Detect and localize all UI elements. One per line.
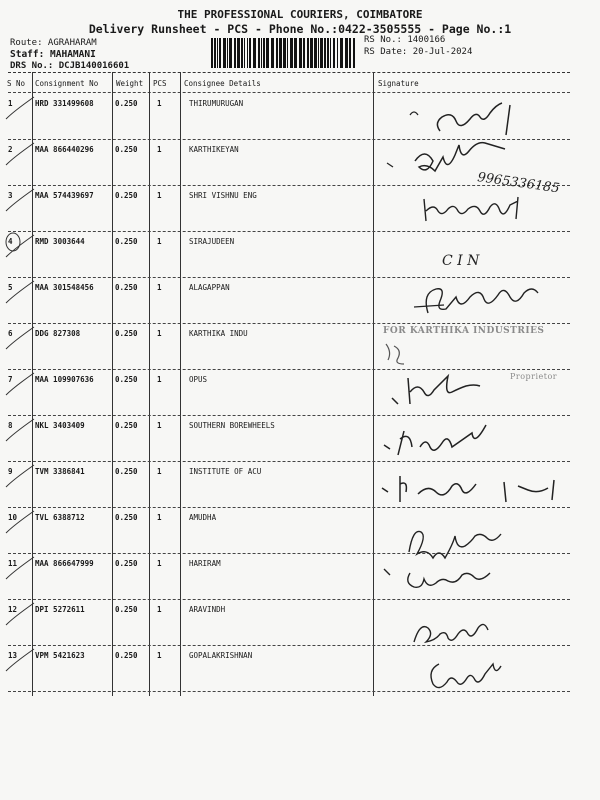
cell-pcs: 1	[157, 329, 162, 338]
cell-consignee: INSTITUTE OF ACU	[189, 467, 262, 476]
cell-sno: 2	[8, 145, 13, 154]
company-stamp-text: FOR KARTHIKA INDUSTRIES	[383, 326, 545, 336]
cell-weight: 0.250	[115, 375, 138, 384]
cell-weight: 0.250	[115, 421, 138, 430]
cell-consignment: DDG 827308	[35, 329, 81, 338]
cell-weight: 0.250	[115, 283, 138, 292]
cell-sno: 13	[8, 651, 18, 660]
col-header-pcs: PCS	[153, 79, 167, 88]
cell-pcs: 1	[157, 237, 162, 246]
cell-sno: 9	[8, 467, 13, 476]
check-mark-icon	[4, 141, 38, 171]
signature-row-3	[420, 195, 530, 225]
cell-pcs: 1	[157, 559, 162, 568]
cell-sno: 10	[8, 513, 18, 522]
cell-sno: 5	[8, 283, 13, 292]
svg-text:C I N: C I N	[442, 253, 480, 269]
header-bottom-line	[8, 92, 570, 93]
row-divider	[8, 231, 570, 232]
cell-pcs: 1	[157, 651, 162, 660]
cell-pcs: 1	[157, 375, 162, 384]
cell-consignee: ALAGAPPAN	[189, 283, 230, 292]
cell-weight: 0.250	[115, 559, 138, 568]
cell-pcs: 1	[157, 513, 162, 522]
col-header-consignee: Consignee Details	[184, 79, 261, 88]
row-divider	[8, 461, 570, 462]
cell-weight: 0.250	[115, 605, 138, 614]
check-mark-icon	[4, 463, 38, 493]
col-header-weight: Weight	[116, 79, 144, 88]
signature-row-2	[385, 143, 585, 197]
cell-pcs: 1	[157, 421, 162, 430]
row-divider	[8, 323, 570, 324]
col-header-signature: Signature	[378, 79, 419, 88]
staff-label: Staff: MAHAMANI	[10, 49, 96, 60]
check-mark-icon	[4, 371, 38, 401]
cell-sno: 4	[8, 237, 13, 246]
col-sep	[149, 72, 150, 696]
cell-sno: 3	[8, 191, 13, 200]
cell-weight: 0.250	[115, 191, 138, 200]
check-mark-icon	[4, 325, 38, 355]
drs-number: DRS No.: DCJB140016601	[10, 61, 130, 71]
signature-row-10	[405, 522, 515, 562]
row-divider	[8, 599, 570, 600]
check-mark-icon	[4, 95, 38, 125]
cell-sno: 7	[8, 375, 13, 384]
cell-consignee: OPUS	[189, 375, 208, 384]
cell-weight: 0.250	[115, 99, 138, 108]
cell-consignment: DPI 5272611	[35, 605, 85, 614]
cell-consignee: SIRAJUDEEN	[189, 237, 235, 246]
cell-sno: 11	[8, 559, 18, 568]
check-mark-icon	[4, 187, 38, 217]
cell-consignment: RMD 3003644	[35, 237, 85, 246]
cell-pcs: 1	[157, 145, 162, 154]
cell-sno: 8	[8, 421, 13, 430]
signature-row-4	[440, 245, 500, 275]
cell-consignment: TVM 3386841	[35, 467, 85, 476]
signature-row-7	[390, 370, 530, 410]
signature-row-11	[380, 563, 520, 593]
header-divider	[8, 72, 570, 73]
cell-consignee: THIRUMURUGAN	[189, 99, 244, 108]
cell-consignee: KARTHIKA INDU	[189, 329, 248, 338]
signature-row-6	[382, 338, 442, 368]
cell-pcs: 1	[157, 467, 162, 476]
proprietor-stamp-text: Proprietor	[510, 372, 558, 381]
col-header-sno: S No	[7, 79, 26, 88]
signature-row-13	[425, 652, 515, 692]
check-mark-icon	[4, 509, 38, 539]
col-sep	[180, 72, 181, 696]
signature-row-1	[400, 95, 540, 145]
signature-row-8	[380, 423, 520, 459]
cell-pcs: 1	[157, 605, 162, 614]
row-divider	[8, 415, 570, 416]
route-label: Route: AGRAHARAM	[10, 38, 97, 48]
runsheet-subtitle: Delivery Runsheet - PCS - Phone No.:0422-3505555 - Page No.:1	[88, 22, 512, 36]
cell-sno: 12	[8, 605, 18, 614]
cell-consignment: HRD 331499608	[35, 99, 94, 108]
cell-consignment: VPM 5421623	[35, 651, 85, 660]
cell-consignment: MAA 301548456	[35, 283, 94, 292]
cell-consignment: MAA 866440296	[35, 145, 94, 154]
col-sep	[373, 72, 374, 696]
cell-consignee: SHRI VISHNU ENG	[189, 191, 257, 200]
cell-consignment: MAA 109907636	[35, 375, 94, 384]
check-mark-icon	[4, 417, 38, 447]
signature-phone-text: 9965336185	[476, 170, 561, 197]
cell-sno: 6	[8, 329, 13, 338]
col-sep	[112, 72, 113, 696]
circle-mark-icon	[4, 231, 22, 253]
barcode-image	[211, 38, 359, 68]
cell-pcs: 1	[157, 99, 162, 108]
cell-pcs: 1	[157, 191, 162, 200]
cell-weight: 0.250	[115, 467, 138, 476]
cell-consignee: ARAVINDH	[189, 605, 226, 614]
cell-weight: 0.250	[115, 237, 138, 246]
cell-weight: 0.250	[115, 513, 138, 522]
cell-consignment: MAA 866647999	[35, 559, 94, 568]
signature-row-9	[378, 470, 568, 510]
cell-consignee: HARIRAM	[189, 559, 221, 568]
signature-row-12	[410, 612, 500, 652]
cell-consignee: AMUDHA	[189, 513, 217, 522]
cell-weight: 0.250	[115, 651, 138, 660]
cell-weight: 0.250	[115, 329, 138, 338]
check-mark-icon	[4, 555, 38, 585]
cell-consignment: NKL 3403409	[35, 421, 85, 430]
cell-pcs: 1	[157, 283, 162, 292]
cell-consignee: KARTHIKEYAN	[189, 145, 239, 154]
cell-consignment: MAA 574439697	[35, 191, 94, 200]
check-mark-icon	[4, 647, 38, 677]
cell-sno: 1	[8, 99, 13, 108]
check-mark-icon	[4, 279, 38, 309]
cell-consignee: SOUTHERN BOREWHEELS	[189, 421, 275, 430]
signature-row-5	[410, 283, 560, 323]
cell-consignment: TVL 6388712	[35, 513, 85, 522]
rs-date: RS Date: 20-Jul-2024	[364, 47, 473, 57]
col-header-consignment: Consignment No	[35, 79, 99, 88]
check-mark-icon	[4, 601, 38, 631]
cell-consignee: GOPALAKRISHNAN	[189, 651, 253, 660]
rs-number: RS No.: 1400166	[364, 35, 446, 45]
row-divider	[8, 277, 570, 278]
cell-weight: 0.250	[115, 145, 138, 154]
company-title: THE PROFESSIONAL COURIERS, COIMBATORE	[177, 8, 423, 21]
